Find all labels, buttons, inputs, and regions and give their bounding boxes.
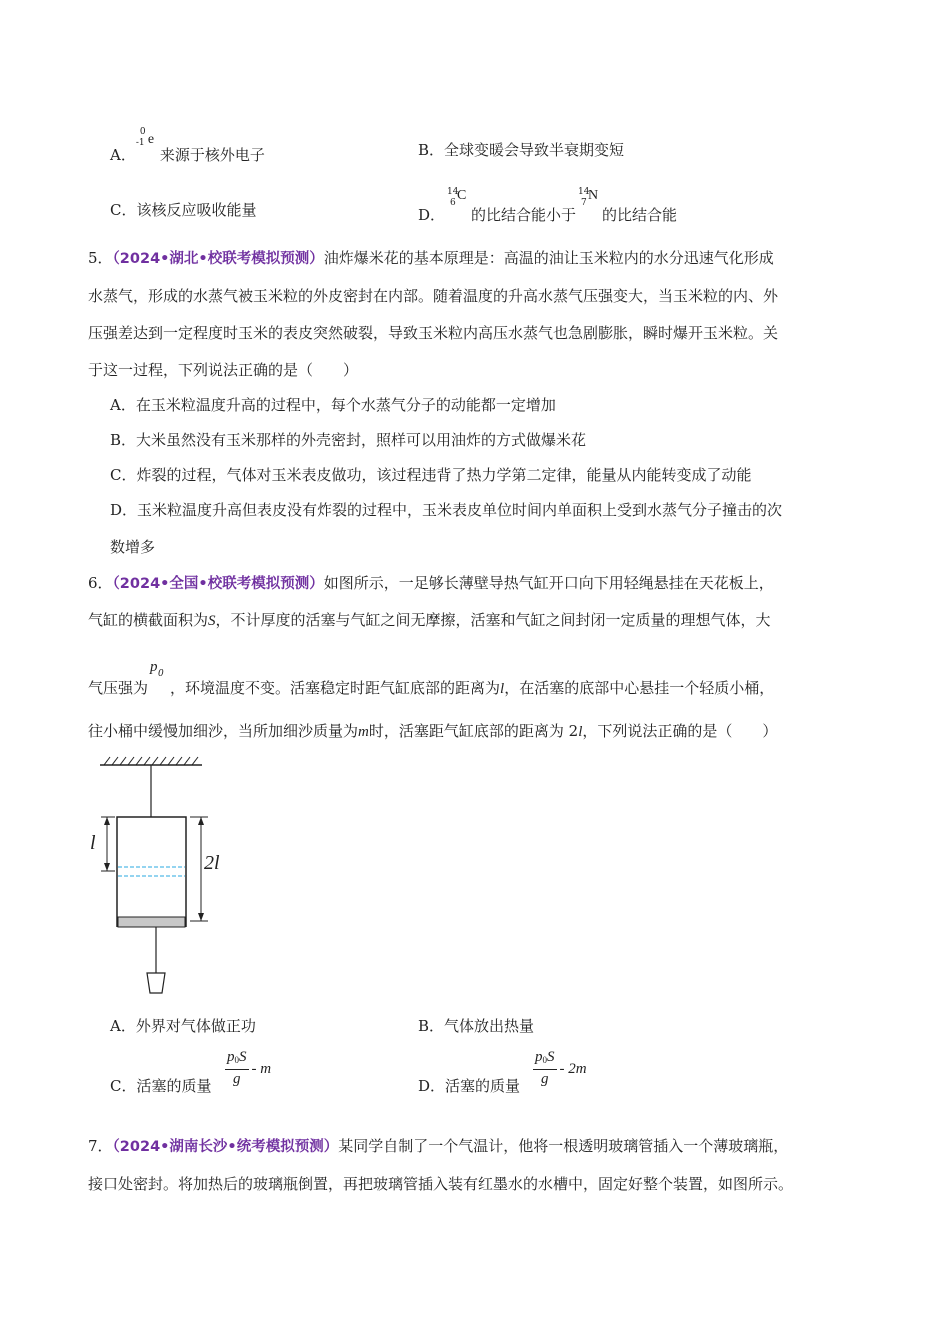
q4-option-d: D． 14 6 C 的比结合能小于 14 7 N 的比结合能: [418, 187, 678, 224]
q7-stem-line2: 接口处密封。将加热后的玻璃瓶倒置，再把玻璃管插入装有红墨水的水槽中，固定好整个装置，如图所示。: [88, 1175, 794, 1193]
q5-stem-line3: 压强差达到一定程度时玉米的表皮突然破裂，导致玉米粒内高压水蒸气也急剧膨胀，瞬时爆开玉米粒。关: [88, 324, 779, 342]
bucket: [147, 973, 165, 993]
q6-option-c-formula: $\frac{p0S}{g}$ - m: [227, 1049, 272, 1087]
q5-option-a: A．在玉米粒温度升高的过程中，每个水蒸气分子的动能都一定增加: [110, 396, 556, 414]
q4-option-c: C．该核反应吸收能量: [110, 201, 257, 219]
q5-option-b: B．大米虽然没有玉米那样的外壳密封，照样可以用油炸的方式做爆米花: [110, 431, 587, 449]
q6-option-c: C．活塞的质量: [110, 1077, 212, 1095]
q5-option-d: D．玉米粒温度升高但表皮没有炸裂的过程中，玉米表皮单位时间内单面积上受到水蒸气分子撞击的次: [110, 501, 783, 519]
q6-option-b: B．气体放出热量: [418, 1017, 535, 1035]
fraction-p0s-over-g: $\frac{p0S}{g}$: [535, 1049, 555, 1087]
q6-option-a: A．外界对气体做正功: [110, 1017, 256, 1035]
fraction-p0s-over-g: $\frac{p0S}{g}$: [227, 1049, 247, 1087]
q5-stem-line4: 于这一过程，下列说法正确的是（ ）: [88, 361, 359, 379]
q5-option-d-cont: 数增多: [110, 538, 156, 556]
label-2l: 2l: [204, 852, 220, 874]
q6-source: （2024•全国•校联考模拟预测）: [112, 576, 324, 592]
carbon-14-nuclide: 14 6 C: [447, 187, 467, 208]
label-l: l: [90, 832, 96, 854]
ceiling-hatch: [104, 757, 198, 765]
q6-stem-line2: 气缸的横截面积为S，不计厚度的活塞与气缸之间无摩擦，活塞和气缸之间封闭一定质量的理想气体，大: [88, 611, 771, 629]
q4-option-b: B．全球变暖会导致半衰期变短: [418, 141, 625, 159]
q6-option-d-formula: $\frac{p0S}{g}$ - 2m: [535, 1049, 587, 1087]
q5-stem-line2: 水蒸气，形成的水蒸气被玉米粒的外皮密封在内部。随着温度的升高水蒸气压强变大，当玉米粒的内、外: [88, 287, 779, 305]
q5-source: （2024•湖北•校联考模拟预测）: [112, 251, 324, 267]
q7-stem-line1: 7．（2024•湖南长沙•统考模拟预测）某同学自制了一个气温计，他将一根透明玻璃管插入一个薄玻璃瓶，: [88, 1137, 789, 1155]
q6-option-d: D．活塞的质量: [418, 1077, 521, 1095]
piston: [118, 917, 185, 927]
q5-option-c: C．炸裂的过程，气体对玉米表皮做功，该过程违背了热力学第二定律，能量从内能转变成了动能: [110, 466, 752, 484]
q5-stem-line1: 5．（2024•湖北•校联考模拟预测）油炸爆米花的基本原理是：高温的油让玉米粒内的水分迅速气化形成: [88, 249, 774, 267]
q4-option-a: A． 0 -1 e 来源于核外电子: [110, 127, 265, 164]
q6-stem-line1: 6．（2024•全国•校联考模拟预测）如图所示，一足够长薄壁导热气缸开口向下用轻绳悬挂在天花板上，: [88, 574, 774, 592]
cylinder-piston-figure: [90, 755, 220, 1000]
p0-symbol: p 0: [150, 659, 164, 679]
electron-nuclide: 0 -1 e: [135, 127, 155, 148]
cylinder-wall: [117, 817, 186, 927]
q6-stem-line4: 往小桶中缓慢加细沙，当所加细沙质量为m时，活塞距气缸底部的距离为 2l，下列说法正确的是（ ）: [88, 722, 778, 740]
q6-stem-line3: 气压强为 p 0 ，环境温度不变。活塞稳定时距气缸底部的距离为l，在活塞的底部中心悬挂一个轻质小桶，: [88, 659, 775, 697]
nitrogen-14-nuclide: 14 7 N: [578, 187, 599, 208]
q7-source: （2024•湖南长沙•统考模拟预测）: [112, 1139, 339, 1155]
